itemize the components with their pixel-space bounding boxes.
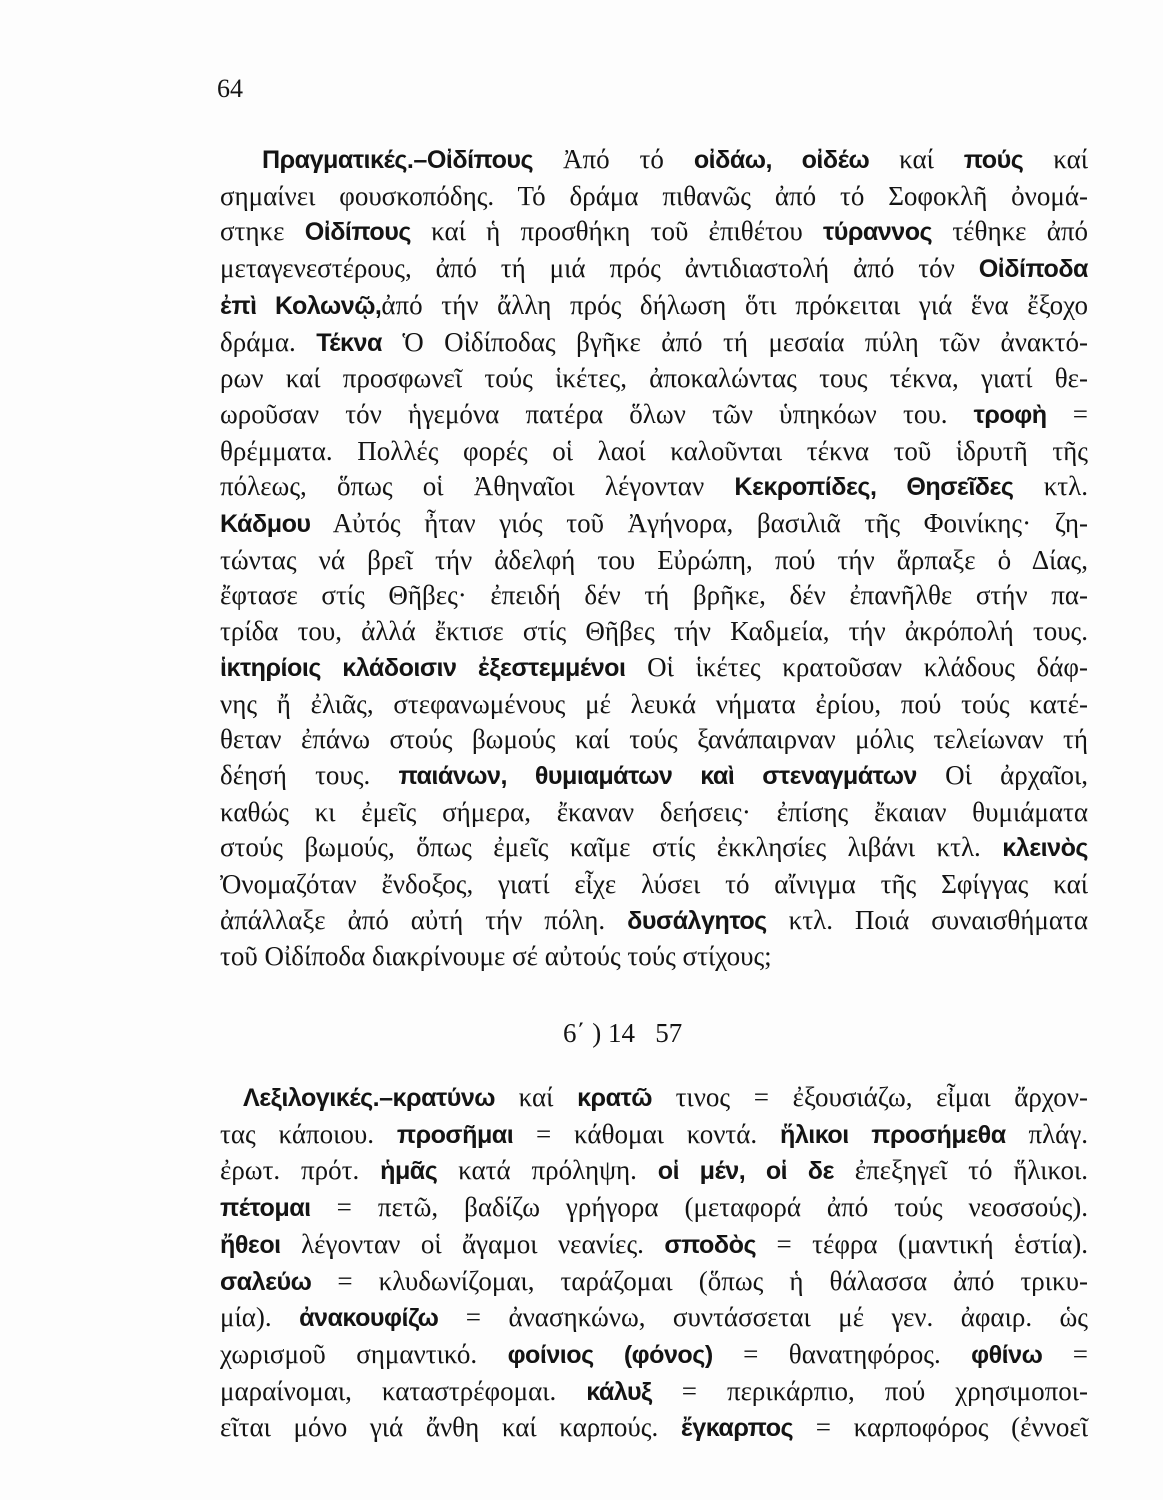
- text-run: πόλεως, ὅπως οἱ Ἀθηναῖοι λέγονταν: [220, 471, 735, 502]
- text-run: ἀπάλλαξε ἀπό αὐτή τήν πόλη.: [220, 904, 628, 935]
- text-run: τας κάποιου.: [220, 1118, 397, 1149]
- para1-line-20: [220, 830, 1088, 867]
- para1-line-12: [220, 543, 1088, 579]
- text-run: = κλυδωνίζομαι, ταράζομαι (ὅπως ἡ θάλασσα ἀπό τρικυ-: [311, 1265, 1088, 1296]
- para1-line-6: [220, 325, 1088, 362]
- para2-line-5: [220, 1227, 1088, 1264]
- text-run: Ὁ Οἰδίποδας βγῆκε ἀπό τή μεσαία πύλη τῶν ἀνακτό-: [381, 326, 1089, 357]
- bold-term: οἰδάω, οἰδέω: [693, 146, 870, 174]
- para1-line-19: [220, 795, 1088, 831]
- bold-term: ἔγκαρπος: [680, 1414, 794, 1443]
- text-run: ἀπό τήν ἄλλη πρός δήλωση ὅτι πρόκειται γιά ἕνα ἔξοχο: [381, 289, 1088, 320]
- text-run: θρέμματα. Πολλές φορές οἱ λαοί καλοῦνται τέκνα τοῦ ἱδρυτῆ τῆς: [220, 435, 1088, 466]
- text-run: Αὐτός ἦταν γιός τοῦ Ἀγήνορα, βασιλιᾶ τῆς Φοινίκης· ζη-: [310, 508, 1088, 539]
- text-run: στούς βωμούς, ὅπως ἐμεῖς καῖμε στίς ἐκκλησίες λιβάνι κτλ.: [220, 832, 1003, 863]
- text-run: = ἀνασηκώνω, συντάσσεται μέ γεν. ἀφαιρ. ὡς: [438, 1302, 1088, 1333]
- para2-line-8: [220, 1337, 1088, 1374]
- text-run: στηκε: [220, 216, 305, 247]
- text-run: καί ἡ προσθήκη τοῦ ἐπιθέτου: [410, 216, 823, 247]
- text-run: καί: [869, 144, 964, 174]
- verse-reference: 6΄ ) 14 57: [563, 1018, 683, 1048]
- para2-line-7: [220, 1300, 1088, 1337]
- text-run: τέθηκε ἀπό: [932, 216, 1089, 247]
- para1-line-16: [220, 687, 1088, 723]
- para1-line-14: [220, 614, 1088, 650]
- para1-line-13: [220, 578, 1088, 614]
- bold-term: πούς: [963, 146, 1024, 174]
- text-run: =: [1046, 398, 1088, 429]
- text-run: ἐπεξηγεῖ τό ἥλικοι.: [833, 1155, 1088, 1186]
- para2-line-10: [220, 1410, 1088, 1447]
- para2-line-9: [220, 1374, 1088, 1411]
- text-run: δέησή τους.: [220, 759, 399, 790]
- text-run: εῖται μόνο γιά ἄνθη καί καρπούς.: [220, 1412, 681, 1443]
- bold-term: φθίνω: [971, 1340, 1043, 1369]
- bold-term: πέτομαι: [220, 1194, 311, 1223]
- para1-line-4: [220, 251, 1088, 288]
- text-run: καθώς κι ἐμεῖς σήμερα, ἔκαναν δεήσεις· ἐπίσης ἔκαιαν θυμιάματα: [220, 796, 1088, 827]
- bold-term: Οἰδίπους: [304, 218, 411, 247]
- para1-line-8: [220, 397, 1088, 434]
- text-run: ἐρωτ. πρότ.: [220, 1155, 381, 1186]
- text-run: σημαίνει φουσκοπόδης. Τό δράμα πιθανῶς ἀπό τό Σοφοκλῆ ὀνομά-: [220, 180, 1088, 211]
- text-run: Οἱ ἱκέτες κρατοῦσαν κλάδους δάφ-: [625, 651, 1088, 682]
- text-run: Οἱ ἀρχαῖοι,: [916, 759, 1089, 790]
- para2-line-6: [220, 1264, 1088, 1301]
- text-run: θεταν ἐπάνω στούς βωμούς καί τούς ξανάπαιρναν μόλις τελείωναν τή: [220, 724, 1088, 755]
- text-run: Ὀνομαζόταν ἔνδοξος, γιατί εἶχε λύσει τό αἴνιγμα τῆς Σφίγγας καί: [220, 869, 1088, 900]
- bold-term: τύραννος: [823, 218, 933, 247]
- text-run: μία).: [220, 1302, 300, 1333]
- text-run: πλάγ.: [1005, 1118, 1089, 1149]
- para1-line-3: [220, 214, 1088, 251]
- text-run: = πετῶ, βαδίζω γρήγορα (μεταφορά ἀπό τούς νεοσσούς).: [310, 1192, 1088, 1223]
- text-run: τοῦ Οἰδίποδα διακρίνουμε σέ αὐτούς τούς στίχους;: [220, 941, 772, 972]
- bold-term: ἥλικοι προσήμεθα: [779, 1120, 1006, 1149]
- text-run: μαραίνομαι, καταστρέφομαι.: [220, 1375, 587, 1406]
- text-run: =: [1042, 1338, 1088, 1369]
- text-run: δράμα.: [220, 326, 317, 357]
- para1-line-23: [220, 939, 1088, 975]
- para1-line-11: [220, 506, 1088, 543]
- para1-line-18: [220, 758, 1088, 795]
- text-run: = περικάρπιο, πού χρησιμοποι-: [651, 1375, 1089, 1406]
- text-run: ρων καί προσφωνεῖ τούς ἱκέτες, ἀποκαλώντας τους τέκνα, γιατί θε-: [220, 363, 1088, 394]
- text-run: μεταγενεστέρους, ἀπό τή μιά πρός ἀντιδιαστολή ἀπό τόν: [220, 253, 979, 284]
- bold-term: Οἰδίποδα: [978, 255, 1088, 284]
- bold-term: ἀνακουφίζω: [299, 1304, 439, 1333]
- bold-term: Πραγματικές.–Οἰδίπους: [262, 146, 534, 174]
- bold-term: τροφὴ: [973, 400, 1047, 429]
- para2-line-2: [220, 1117, 1088, 1154]
- para1-line-1: [220, 142, 1088, 179]
- text-run: = τέφρα (μαντική ἑστία).: [756, 1228, 1088, 1259]
- text-run: = θανατηφόρος.: [712, 1338, 972, 1369]
- bold-term: οἱ μέν, οἱ δε: [657, 1157, 834, 1186]
- bold-term: σποδὸς: [664, 1230, 757, 1259]
- text-run: νης ἤ ἐλιᾶς, στεφανωμένους μέ λευκά νήματα ἐρίου, πού τούς κατέ-: [220, 688, 1088, 719]
- bold-term: κλεινὸς: [1002, 834, 1088, 863]
- text-run: καί: [495, 1082, 578, 1112]
- text-run: Ἀπό τό: [533, 144, 694, 174]
- para1-line-5: [220, 288, 1088, 325]
- text-run: ἔφτασε στίς Θῆβες· ἐπειδή δέν τή βρῆκε, δέν ἐπανῆλθε στήν πα-: [220, 580, 1088, 611]
- text-run: = κάθομαι κοντά.: [513, 1118, 780, 1149]
- bold-term: κρατῶ: [577, 1084, 652, 1112]
- bold-term: φοίνιος (φόνος): [507, 1340, 713, 1369]
- bold-term: προσῆμαι: [396, 1120, 514, 1149]
- text-run: χωρισμοῦ σημαντικό.: [220, 1338, 508, 1369]
- text-run: = καρποφόρος (ἐννοεῖ: [793, 1412, 1088, 1443]
- text-run: τρίδα του, ἀλλά ἔκτισε στίς Θῆβες τήν Καδμεία, τήν ἀκρόπολή τους.: [220, 616, 1088, 647]
- text-run: τινος = ἐξουσιάζω, εἶμαι ἄρχον-: [651, 1082, 1088, 1112]
- paragraph-lexilogikes: [220, 1080, 1088, 1447]
- para1-line-17: [220, 722, 1088, 758]
- para2-line-4: [220, 1190, 1088, 1227]
- text-run: κτλ.: [1013, 471, 1088, 502]
- bold-term: ἡμᾶς: [380, 1157, 438, 1186]
- bold-term: ἱκτηρίοις κλάδοισιν ἐξεστεμμένοι: [220, 653, 626, 682]
- page-number: 64: [217, 74, 243, 103]
- bold-term: Λεξιλογικές.–κρατύνω: [243, 1084, 496, 1112]
- para1-line-15: [220, 650, 1088, 687]
- bold-term: Κάδμου: [220, 510, 311, 539]
- text-run: λέγονταν οἱ ἄγαμοι νεανίες.: [280, 1228, 665, 1259]
- text-run: κτλ. Ποιά συναισθήματα: [766, 904, 1088, 935]
- para1-line-22: [220, 903, 1088, 940]
- bold-term: ἤθεοι: [220, 1230, 281, 1259]
- para2-line-1: [220, 1080, 1088, 1117]
- bold-term: κάλυξ: [586, 1377, 652, 1406]
- text-run: τώντας νά βρεῖ τήν ἀδελφή του Εὐρώπη, πού τήν ἅρπαξε ὁ Δίας,: [220, 544, 1088, 575]
- bold-term: δυσάλγητος: [627, 906, 767, 935]
- text-run: καί: [1023, 144, 1089, 174]
- text-run: κατά πρόληψη.: [437, 1155, 658, 1186]
- bold-term: Κεκροπίδες, Θησεῖδες: [734, 473, 1014, 502]
- para2-line-3: [220, 1153, 1088, 1190]
- para1-line-21: [220, 867, 1088, 903]
- bold-term: σαλεύω: [220, 1267, 312, 1296]
- text-run: ωροῦσαν τόν ἡγεμόνα πατέρα ὅλων τῶν ὑπηκόων του.: [220, 398, 974, 429]
- bold-term: ἐπὶ Κολωνῷ,: [220, 291, 382, 320]
- bold-term: παιάνων, θυμιαμάτων καὶ στεναγμάτων: [398, 761, 917, 790]
- para1-line-7: [220, 361, 1088, 397]
- para1-line-2: [220, 179, 1088, 215]
- paragraph-pragmatikes: [220, 142, 1088, 975]
- para1-line-10: [220, 469, 1088, 506]
- para1-line-9: [220, 434, 1088, 470]
- bold-term: Τέκνα: [316, 328, 382, 357]
